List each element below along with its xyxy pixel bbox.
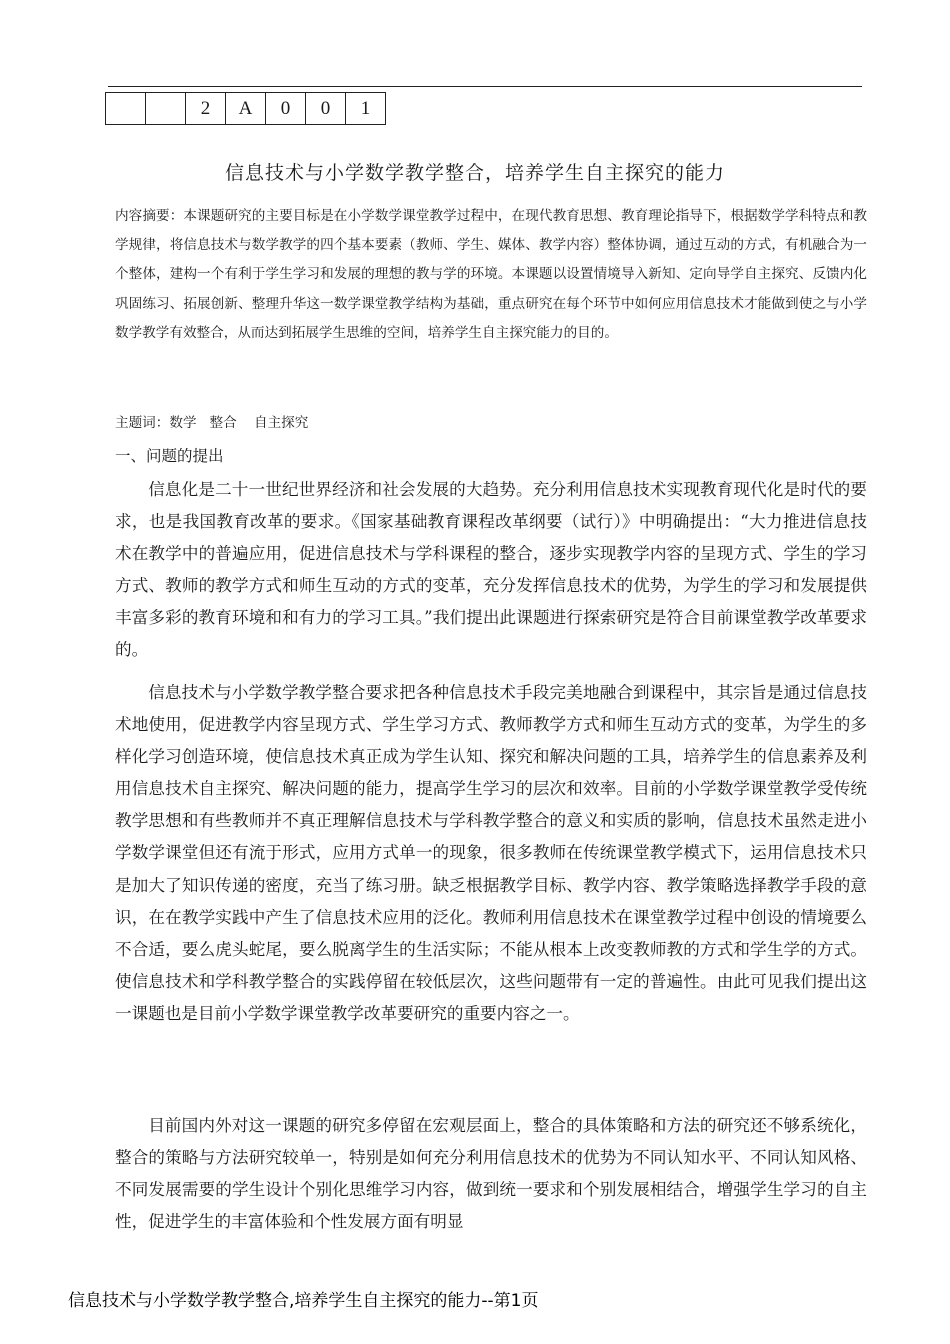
- page-footer: 信息技术与小学数学教学整合,培养学生自主探究的能力--第1页: [68, 1291, 539, 1311]
- body-paragraph-2: [115, 677, 867, 1030]
- keywords: 主题词：数学 整合 自主探究: [115, 415, 309, 431]
- abstract: 内容摘要：本课题研究的主要目标是在小学数学课堂教学过程中，在现代教育思想、教育理论指导下，根据数学学科特点和教学规律，将信息技术与数学教学的四个基本要素（教师、学生、媒体、教学内容）整体协调，通过互动的方式，有机融合为一个整体，建构一个有利于学生学习和发展的理想的教与学的环境。本课题以设置情境导入新知、定向导学自主探究、反馈内化巩固练习、拓展创新、整理升华这一数学课堂教学结构为基础，重点研究在每个环节中如何应用信息技术才能做到使之与小学数学教学有效整合，从而达到拓展学生思维的空间，培养学生自主探究能力的目的。: [115, 208, 867, 341]
- code-cell: 1: [346, 93, 386, 125]
- document-code-table: [105, 92, 386, 125]
- document-title: 信息技术与小学数学教学整合，培养学生自主探究的能力: [224, 162, 725, 184]
- paragraph-text: 信息化是二十一世纪世界经济和社会发展的大趋势。充分利用信息技术实现教育现代化是时代的要求，也是我国教育改革的要求。《国家基础教育课程改革纲要（试行）》中明确提出：“大力推进信息技术在教学中的普遍应用，促进信息技术与学科课程的整合，逐步实现教学内容的呈现方式、学生的学习方式、教师的教学方式和师生互动的方式的变革，充分发挥信息技术的优势，为学生的学习和发展提供丰富多彩的教育环境和和有力的学习工具。”我们提出此课题进行探索研究是符合目前课堂教学改革要求的。: [115, 480, 867, 660]
- body-paragraph-1: [115, 474, 867, 667]
- code-cell: 0: [266, 93, 306, 125]
- code-cell: 0: [306, 93, 346, 125]
- paragraph-text: 信息技术与小学数学教学整合要求把各种信息技术手段完美地融合到课程中，其宗旨是通过信息技术地使用，促进教学内容呈现方式、学生学习方式、教师教学方式和师生互动方式的变革，为学生的多样化学习创造环境，使信息技术真正成为学生认知、探究和解决问题的工具，培养学生的信息素养及利用信息技术自主探究、解决问题的能力，提高学生学习的层次和效率。目前的小学数学课堂教学受传统教学思想和有些教师并不真正理解信息技术与学科教学整合的意义和实质的影响，信息技术虽然走进小学数学课堂但还有流于形式，应用方式单一的现象，很多教师在传统课堂教学模式下，运用信息技术只是加大了知识传递的密度，充当了练习册。缺乏根据教学目标、教学内容、教学策略选择教学手段的意识，在在教学实践中产生了信息技术应用的泛化。教师利用信息技术在课堂教学过程中创设的情境要么不合适，要么虎头蛇尾，要么脱离学生的生活实际；不能从根本上改变教师教的方式和学生学的方式。使信息技术和学科教学整合的实践停留在较低层次，这些问题带有一定的普遍性。由此可见我们提出这一课题也是目前小学数学课堂教学改革要研究的重要内容之一。: [115, 683, 867, 1023]
- code-cell: [106, 93, 146, 125]
- code-cell: A: [226, 93, 266, 125]
- code-cell: 2: [186, 93, 226, 125]
- header-rule: [108, 86, 862, 87]
- paragraph-text: 目前国内外对这一课题的研究多停留在宏观层面上，整合的具体策略和方法的研究还不够系统化，整合的策略与方法研究较单一，特别是如何充分利用信息技术的优势为不同认知水平、不同认知风格、不同发展需要的学生设计个别化思维学习内容，做到统一要求和个别发展相结合，增强学生学习的自主性，促进学生的丰富体验和个性发展方面有明显: [115, 1116, 867, 1232]
- code-cell: [146, 93, 186, 125]
- section-heading: 一、问题的提出: [115, 447, 224, 465]
- body-paragraph-3: [115, 1110, 867, 1238]
